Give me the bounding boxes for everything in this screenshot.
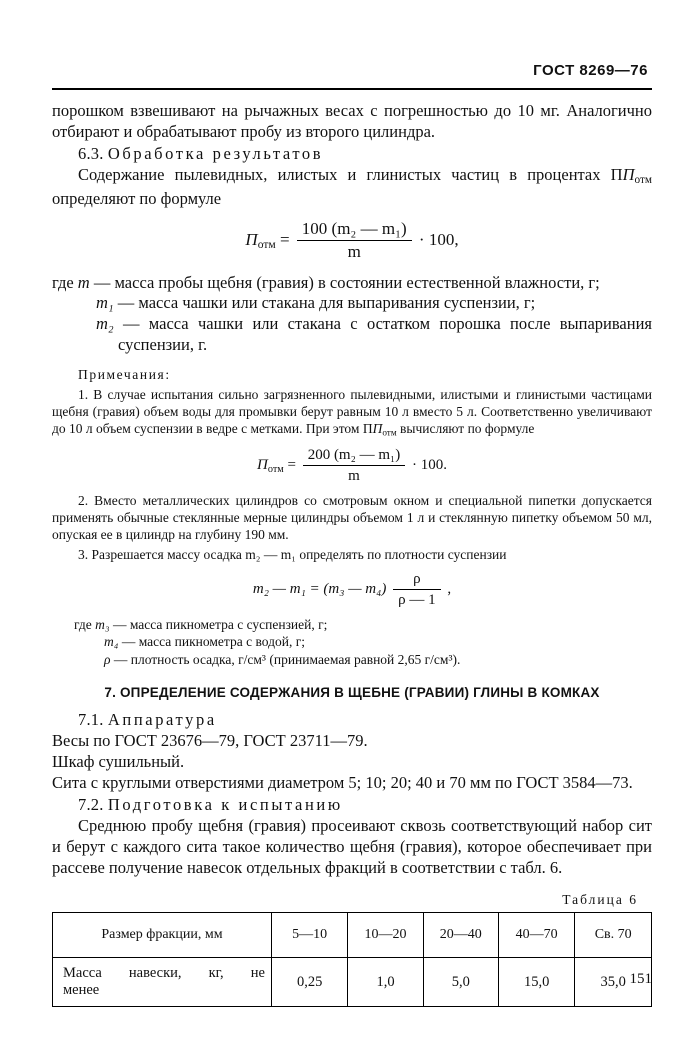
definition-m3-text: — масса пикнометра с суспензией, г; (112, 616, 328, 632)
paragraph-7-2: Среднюю пробу щебня (гравия) просеивают сквозь соответствующий набор сит и берут с каждого сита такое количество щебня (гравия), которое обеспечивает при рассеве получение навесок отдельных фракций в соответствии с табл. 6. (52, 815, 652, 878)
formula-2-numerator: 200 (m₂ — m₁) (303, 446, 406, 466)
definition-m2-symbol: m₂ (96, 314, 114, 334)
note-1-text: 1. В случае испытания сильно загрязненного пылевидными, илистыми и глинистыми частицами щебня (гравия) объем воды для промывки берут равным 10 л вместо 5 л. Соответственно увеличивают до 10 л объем суспензии в ведре с метками. При этом П (52, 386, 652, 436)
definition-list-1 (52, 273, 652, 356)
table-row-label-3: кг, (208, 965, 224, 982)
header-rule (52, 88, 652, 90)
formula-2-fraction (303, 446, 406, 485)
formula-3-fraction (393, 570, 441, 609)
table-header-col-3: 40—70 (498, 913, 575, 958)
definition-m3-prefix: где (74, 616, 92, 632)
definition-m-prefix: где (52, 272, 74, 292)
formula-2-tail: · 100. (411, 456, 447, 473)
formula-1-fraction (297, 219, 412, 263)
table-row (53, 958, 652, 1007)
definition-rho (52, 651, 652, 669)
formula-1-eq: = (279, 229, 290, 249)
heading-7-2-title: Подготовка к испытанию (107, 794, 343, 814)
table-cell-4: 35,0 (575, 958, 652, 1007)
table-row-label-2: навески, (128, 965, 182, 982)
table-cell-0: 0,25 (271, 958, 348, 1007)
definition-m2-text: — масса чашки или стакана с остатком порошка после выпаривания суспензии, г. (118, 314, 652, 354)
table-row-label-4: не (250, 965, 265, 982)
heading-7-1 (52, 710, 652, 730)
formula-2-eq: = (287, 456, 296, 473)
formula-3-denominator: ρ — 1 (398, 591, 436, 608)
formula-3 (52, 570, 652, 609)
heading-6-3 (52, 144, 652, 164)
formula-2-lhs-sub: отм (267, 463, 284, 475)
table-cell-2: 5,0 (423, 958, 498, 1007)
note-1-tail: вычисляют по формуле (396, 420, 535, 436)
paragraph-6-3-text: Содержание пылевидных, илистых и глинистых частиц в процентах П (78, 165, 623, 185)
formula-2-lhs: П (257, 456, 268, 473)
formula-1-lhs-sub: отм (257, 237, 276, 251)
table-row-label-1: Масса (63, 965, 102, 982)
paragraph-7-1-scales: Весы по ГОСТ 23676—79, ГОСТ 23711—79. (52, 730, 368, 750)
definition-m (52, 273, 652, 294)
definition-m1-symbol: m₁ (96, 293, 114, 313)
definition-m4 (52, 633, 652, 651)
definition-m1-text: — масса чашки или стакана для выпаривания суспензии, г; (117, 293, 536, 313)
table-row-label (53, 958, 272, 1007)
definition-m3-symbol: m₃ (95, 616, 110, 632)
formula-1-tail: · 100, (418, 229, 459, 249)
paragraph-7-1-sieves: Сита с круглыми отверстиями диаметром 5; 10; 20; 40 и 70 мм по ГОСТ 3584—73. (52, 772, 633, 792)
definition-rho-text: — плотность осадка, г/см³ (принимаемая равной 2,65 г/см³). (113, 651, 461, 667)
heading-6-3-number: 6.3. (78, 144, 104, 164)
definition-list-2 (52, 616, 652, 669)
table-header-label: Размер фракции, мм (53, 913, 272, 958)
paragraph-6-3: Содержание пылевидных, илистых и глинистых частиц в процентах $ПП_{отм}$ определяют по формуле (52, 165, 652, 208)
formula-1-denominator: m (347, 242, 361, 262)
notes-title: Примечания: (78, 366, 171, 382)
paragraph-7-1-oven: Шкаф сушильный. (52, 751, 185, 771)
heading-7-2 (52, 795, 652, 815)
table-caption: Таблица 6 (562, 892, 638, 908)
definition-m1 (52, 293, 652, 314)
definition-m4-text: — масса пикнометра с водой, г; (121, 634, 305, 650)
definition-m4-symbol: m₄ (104, 634, 119, 650)
paragraph-continued: порошком взвешивают на рычажных весах с погрешностью до 10 мг. Аналогично отбирают и обрабатывают пробу из второго цилиндра. (52, 101, 652, 142)
paragraph-6-3-tail: определяют по формуле (52, 188, 222, 208)
formula-3-tail: , (447, 580, 452, 597)
table-row-label-5: менее (63, 982, 100, 999)
table-header-col-1: 10—20 (348, 913, 423, 958)
table-header-col-0: 5—10 (271, 913, 348, 958)
note-2: 2. Вместо металлических цилиндров со смотровым окном и специальной пипетки допускается применять обычные стеклянные мерные цилиндры объемом 1 л и стеклянную пипетку объемом 50 мл, опуская ее в цилиндр на глубину 190 мм. (52, 492, 652, 542)
formula-2 (52, 446, 652, 485)
heading-7-1-number: 7.1. (78, 709, 104, 729)
formula-1 (52, 219, 652, 263)
fraction-mass-table (52, 912, 652, 1007)
note-3: 3. Разрешается массу осадка m₂ — m₁ определять по плотности суспензии (78, 546, 507, 562)
table-header-col-2: 20—40 (423, 913, 498, 958)
formula-3-lhs: m₂ — m₁ = (m₃ — m₄) (252, 580, 387, 597)
heading-7-2-number: 7.2. (78, 794, 104, 814)
definition-rho-symbol: ρ (104, 651, 111, 667)
formula-1-lhs: П (245, 229, 258, 249)
definition-m2 (52, 314, 652, 356)
note-1-sub: отм (382, 427, 397, 438)
definition-m3 (52, 616, 652, 634)
paragraph-6-3-sub: отм (634, 174, 652, 187)
page-content (52, 100, 652, 1007)
note-1: 1. В случае испытания сильно загрязненного пылевидными, илистыми и глинистыми частицами щебня (гравия) объем воды для промывки берут равным 10 л вместо 5 л. Соответственно увеличивают до 10 л объем суспензии в ведре с метками. При этом $ПП_{отм}$ вычисляют по формуле (52, 386, 652, 438)
formula-3-numerator: ρ (393, 570, 441, 590)
heading-6-3-title: Обработка результатов (107, 144, 324, 164)
formula-1-numerator: 100 (m₂ — m₁) (297, 219, 412, 241)
page-header-standard: ГОСТ 8269—76 (533, 62, 648, 79)
definition-m-text: — масса пробы щебня (гравия) в состоянии естественной влажности, г; (93, 272, 600, 292)
page-number: 151 (629, 971, 652, 987)
formula-2-denominator: m (348, 467, 360, 484)
section-7-title: 7. ОПРЕДЕЛЕНИЕ СОДЕРЖАНИЯ В ЩЕБНЕ (ГРАВИИ) ГЛИНЫ В КОМКАХ (104, 684, 600, 700)
definition-m-symbol: m (77, 272, 90, 292)
table-header-row (53, 913, 652, 958)
heading-7-1-title: Аппаратура (107, 709, 217, 729)
table-cell-1: 1,0 (348, 958, 423, 1007)
table-cell-3: 15,0 (498, 958, 575, 1007)
table-header-col-4: Св. 70 (575, 913, 652, 958)
